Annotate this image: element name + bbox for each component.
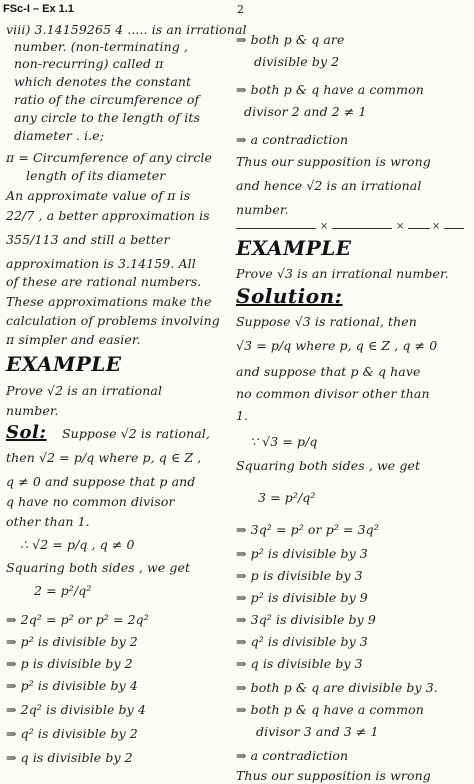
document-header-title: FSc-I – Ex 1.1	[3, 3, 74, 15]
separator-mark: ×	[320, 221, 329, 232]
text-line: ratio of the circumference of	[14, 92, 200, 107]
equation-line: 3 = p²/q²	[258, 490, 316, 505]
text-line: Squaring both sides , we get	[236, 458, 421, 473]
step-line: divisor 3 and 3 ≠ 1	[256, 724, 379, 739]
text-line: calculation of problems involving	[6, 313, 220, 328]
step-line: ⇒ q is divisible by 3	[236, 656, 363, 671]
text-line: of these are rational numbers.	[6, 274, 202, 289]
text-line: non-recurring) called π	[14, 56, 164, 71]
equation-line: √3 = p/q where p, q ∈ Z , q ≠ 0	[236, 338, 438, 353]
step-line: ⇒ p² is divisible by 2	[6, 634, 138, 649]
text-line: which denotes the constant	[14, 74, 192, 89]
separator-mark: ×	[396, 221, 405, 232]
text-line: and hence √2 is an irrational	[236, 178, 422, 193]
pi-definition-denominator: length of its diameter	[26, 168, 166, 183]
text-line: π simpler and easier.	[6, 332, 141, 347]
text-line: diameter . i.e;	[14, 128, 105, 143]
equation-line: ∵ √3 = p/q	[250, 434, 318, 449]
text-line: any circle to the length of its	[14, 110, 201, 125]
text-line: 22/7 , a better approximation is	[6, 208, 210, 223]
text-line: number.	[236, 202, 289, 217]
separator-mark: ×	[432, 221, 441, 232]
text-line: 1.	[236, 408, 249, 423]
step-line: ⇒ 2q² is divisible by 4	[6, 702, 146, 717]
text-line: Thus our supposition is wrong	[236, 154, 431, 169]
text-line: other than 1.	[6, 514, 90, 529]
step-line: ⇒ both p & q are divisible by 3.	[236, 680, 438, 695]
example-statement: Prove √3 is an irrational number.	[236, 266, 449, 281]
text-line: approximation is 3.14159. All	[6, 256, 196, 271]
text-line: number. (non-terminating ,	[14, 39, 188, 54]
step-line: ⇒ 3q² = p² or p² = 3q²	[236, 522, 379, 537]
example-heading: EXAMPLE	[6, 352, 122, 376]
step-line: ⇒ p² is divisible by 3	[236, 546, 368, 561]
example-statement: number.	[6, 403, 59, 418]
text-line: q ≠ 0 and suppose that p and	[6, 474, 196, 489]
text-line: Thus our supposition is wrong	[236, 768, 431, 783]
text-line: 355/113 and still a better	[6, 232, 170, 247]
example-statement: Prove √2 is an irrational	[6, 383, 163, 398]
step-line: ⇒ p² is divisible by 4	[6, 678, 138, 693]
step-line: divisor 2 and 2 ≠ 1	[244, 104, 367, 119]
text-line: and suppose that p & q have	[236, 364, 421, 379]
step-line: ⇒ a contradiction	[236, 132, 349, 147]
text-line: viii) 3.14159265 4 ..... is an irrational	[6, 22, 247, 37]
step-line: ⇒ 2q² = p² or p² = 2q²	[6, 612, 149, 627]
step-line: ⇒ p is divisible by 3	[236, 568, 363, 583]
step-line: ⇒ a contradiction	[236, 748, 349, 763]
text-line: no common divisor other than	[236, 386, 430, 401]
equation-line: 2 = p²/q²	[34, 583, 92, 598]
step-line: ⇒ both p & q have a common	[236, 82, 424, 97]
step-line: ⇒ p² is divisible by 9	[236, 590, 368, 605]
step-line: ⇒ q² is divisible by 2	[6, 726, 138, 741]
step-line: divisible by 2	[254, 54, 340, 69]
equation-line: then √2 = p/q where p, q ∈ Z ,	[6, 450, 202, 465]
section-separator	[236, 221, 464, 235]
step-line: ⇒ 3q² is divisible by 9	[236, 612, 376, 627]
step-line: ⇒ q is divisible by 2	[6, 750, 133, 765]
step-line: ⇒ q² is divisible by 3	[236, 634, 368, 649]
text-line: An approximate value of π is	[6, 188, 191, 203]
step-line: ⇒ p is divisible by 2	[6, 656, 133, 671]
solution-heading: Solution:	[236, 284, 343, 308]
solution-label: Sol:	[6, 422, 47, 443]
text-line: Suppose √2 is rational,	[62, 426, 210, 441]
step-line: ⇒ both p & q are	[236, 32, 345, 47]
text-line: These approximations make the	[6, 294, 212, 309]
text-line: Squaring both sides , we get	[6, 560, 191, 575]
text-line: q have no common divisor	[6, 494, 175, 509]
text-line: Suppose √3 is rational, then	[236, 314, 417, 329]
example-heading: EXAMPLE	[236, 236, 352, 260]
page-number: 2	[237, 3, 244, 16]
step-line: ⇒ both p & q have a common	[236, 702, 424, 717]
pi-definition-numerator: π = Circumference of any circle	[6, 150, 213, 165]
equation-line: ∴ √2 = p/q , q ≠ 0	[20, 537, 135, 552]
